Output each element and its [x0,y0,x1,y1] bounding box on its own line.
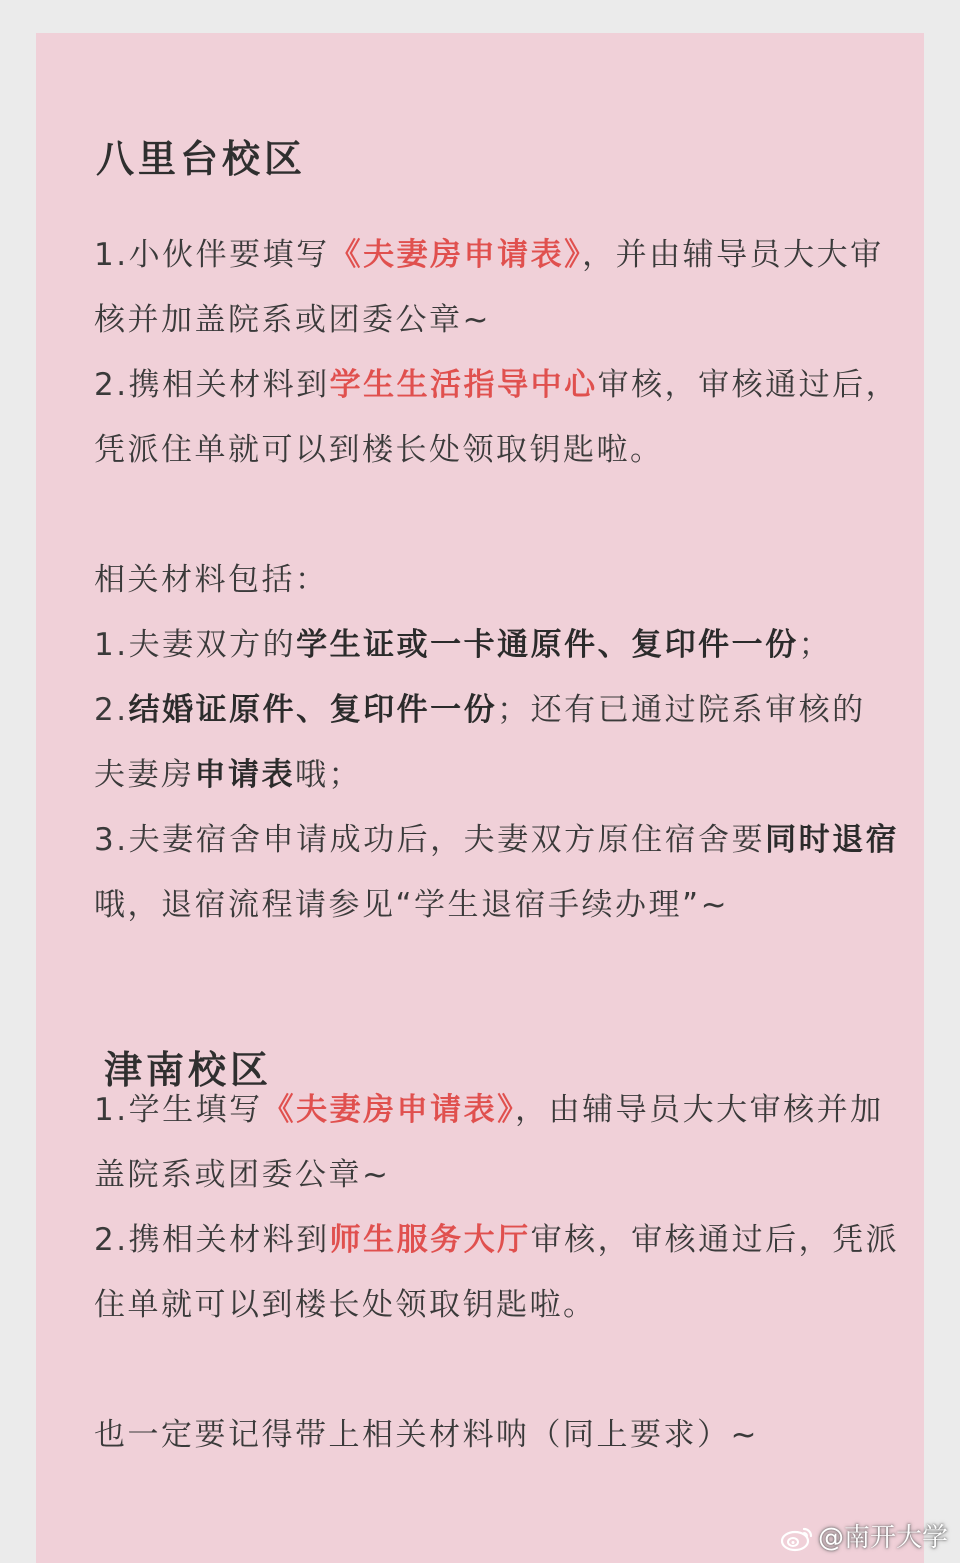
paragraph-line [94,1218,899,1262]
location-highlight: 师生服务大厅 [329,1222,531,1258]
location-highlight: 学生生活指导中心 [329,367,598,403]
bold-text: 同时退宿 [765,822,900,858]
line-text: 2.携相关材料到 [94,1222,330,1258]
line-text: ； [798,627,833,663]
line-text: 核并加盖院系或团委公章~ [94,302,491,338]
line-text: 哦，退宿流程请参见“学生退宿手续办理”~ [94,887,730,923]
line-text: 1.学生填写 [94,1092,263,1128]
paragraph-line [94,298,491,342]
line-text: 审核，审核通过后， [597,367,900,403]
bold-text: 结婚证原件、复印件一份 [128,692,498,728]
bold-text: 申请表 [194,757,295,793]
line-text: 住单就可以到楼长处领取钥匙啦。 [94,1287,597,1323]
materials-item [94,623,832,667]
materials-intro [94,558,329,602]
line-text: 3.夫妻宿舍申请成功后，夫妻双方原住宿舍要 [94,822,766,858]
materials-item [94,753,362,797]
weibo-watermark [780,1521,948,1555]
line-text: 哦； [295,757,362,793]
paragraph-line [94,233,884,277]
line-text: 2.携相关材料到 [94,367,330,403]
line-text: 1.小伙伴要填写 [94,237,330,273]
section-heading-balitai: 八里台校区 [96,137,307,181]
paragraph-line [94,1088,884,1132]
watermark-text: @南开大学 [817,1523,948,1553]
paragraph-line [94,363,899,407]
form-name-highlight: 《夫妻房申请表》 [329,237,583,273]
line-text: ，由辅导员大大审核并加 [515,1092,884,1128]
line-text: 1.夫妻双方的 [94,627,297,663]
line-text: ，并由辅导员大大审 [582,237,884,273]
weibo-icon [780,1524,814,1552]
line-text: 审核，审核通过后，凭派 [530,1222,900,1258]
line-text: 夫妻房 [94,757,195,793]
paragraph-line [94,1153,390,1197]
line-text: 盖院系或团委公章~ [94,1157,391,1193]
materials-item [94,883,729,927]
paragraph-line [94,428,664,472]
line-text: ；还有已通过院系审核的 [497,692,866,728]
materials-item [94,818,899,862]
line-text: 也一定要记得带上相关材料呐（同上要求）~ [94,1417,759,1453]
materials-item [94,688,866,732]
line-text: 2. [94,692,129,728]
form-name-highlight: 《夫妻房申请表》 [262,1092,516,1128]
closing-line [94,1413,759,1457]
line-text: 相关材料包括： [94,562,329,598]
bold-text: 学生证或一卡通原件、复印件一份 [296,627,799,663]
article-card [36,33,924,1563]
line-text: 凭派住单就可以到楼长处领取钥匙啦。 [94,432,664,468]
paragraph-line [94,1283,597,1327]
section-heading-jinnan: 津南校区 [104,1048,273,1092]
